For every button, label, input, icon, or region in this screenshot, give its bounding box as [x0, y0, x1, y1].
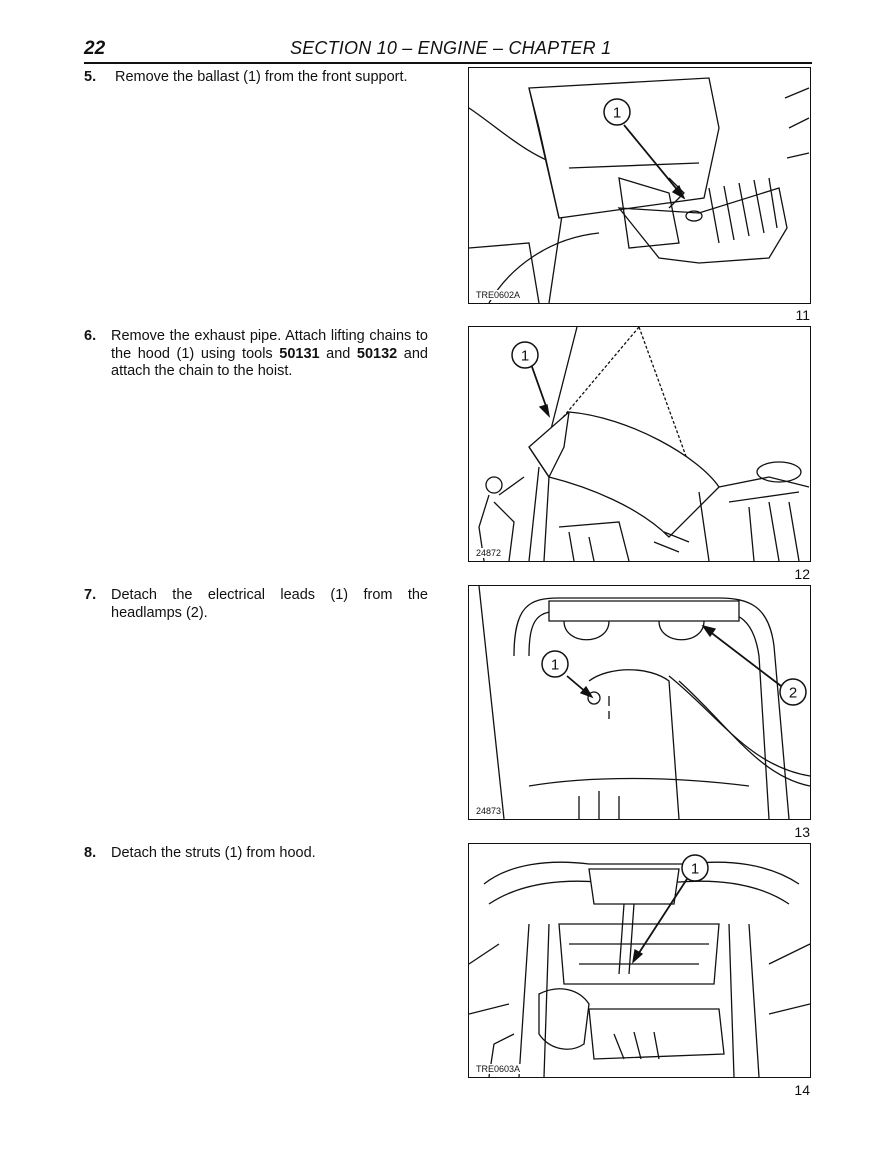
step-text-part: Remove the ballast (1) from the front support. — [115, 69, 408, 85]
step-number: 6. — [84, 328, 97, 344]
step-text-part: and — [319, 345, 357, 362]
figure-number: 11 — [795, 307, 810, 323]
figure-13-headlamps — [468, 585, 811, 820]
figure-number: 13 — [794, 824, 810, 840]
step-text-part: Detach the struts (1) from hood. — [111, 845, 316, 861]
step-number: 8. — [84, 845, 97, 861]
figure-12-hood-lifting — [468, 326, 811, 562]
header-rule — [84, 62, 812, 64]
figure-number: 12 — [794, 566, 810, 582]
hood-lifting-illustration — [469, 327, 810, 561]
headlamps-illustration — [469, 586, 810, 819]
callout-1: 1 — [550, 656, 560, 674]
step-text-part: and attach the chain to the hoist. — [111, 345, 428, 379]
figure-code: 24873 — [476, 806, 502, 816]
figure-code: 24872 — [476, 548, 502, 558]
figure-14-hood-struts — [468, 843, 811, 1078]
tool-number: 50131 — [279, 345, 320, 362]
step-text — [115, 69, 432, 87]
step-text — [111, 845, 428, 863]
step-text-part: Detach the electrical leads (1) from the headlamps (2). — [111, 587, 428, 621]
figure-number: 14 — [794, 1082, 810, 1098]
page-number: 22 — [84, 38, 106, 59]
hood-struts-illustration — [469, 844, 810, 1077]
step-text — [111, 587, 428, 622]
step-number: 5. — [84, 69, 97, 85]
callout-1: 1 — [690, 860, 700, 878]
callout-1: 1 — [520, 347, 530, 365]
step-text-part: Remove the exhaust pipe. Attach lifting chains to the hood (1) using tools — [111, 328, 428, 362]
callout-1: 1 — [612, 104, 622, 122]
ballast-illustration — [469, 68, 810, 303]
figure-code: TRE0602A — [476, 290, 521, 300]
tool-number: 50132 — [356, 345, 398, 362]
step-number: 7. — [84, 587, 97, 603]
figure-11-ballast — [468, 67, 811, 304]
step-text — [111, 328, 428, 381]
section-title: SECTION 10 – ENGINE – CHAPTER 1 — [290, 38, 612, 58]
figure-code: TRE0603A — [476, 1064, 521, 1074]
callout-2: 2 — [788, 684, 798, 702]
